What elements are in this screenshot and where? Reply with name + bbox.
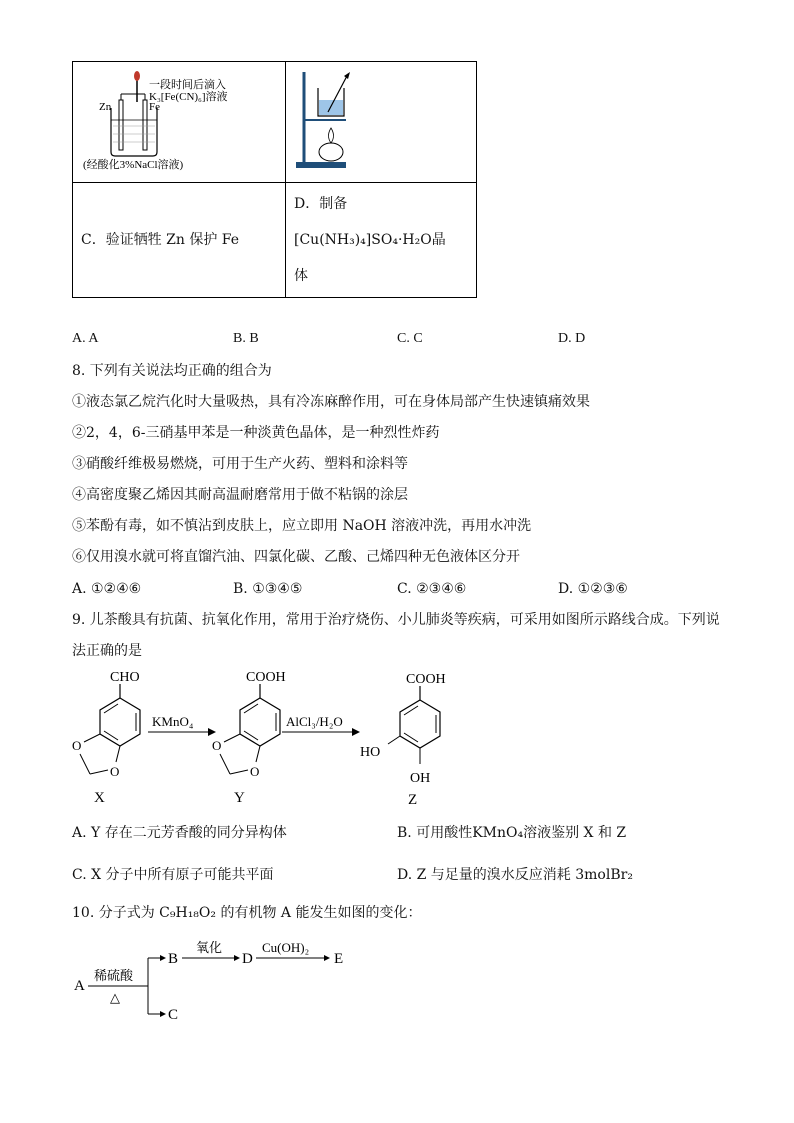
option-d-desc-1: D．制备: [294, 196, 348, 212]
z-cooh-label: COOH: [406, 672, 446, 687]
q7-option-a: A. A: [72, 331, 99, 346]
q8-option-c: C. ②③④⑥: [397, 581, 467, 597]
reagent-dilute-h2so4: 稀硫酸: [94, 968, 134, 983]
y-cooh-label: COOH: [246, 670, 286, 685]
reagent-1: KMnO₄: [152, 714, 194, 729]
q8-option-a: A. ①②④⑥: [72, 581, 142, 597]
z-oh-label: OH: [410, 771, 431, 786]
q8-item-6: ⑥仅用溴水就可将直馏汽油、四氯化碳、乙酸、己烯四种无色液体区分开: [72, 549, 520, 565]
fe-label: Fe: [149, 101, 160, 113]
cuoh2-label: Cu(OH)₂: [262, 940, 310, 955]
scheme-c: C: [168, 1007, 179, 1023]
experiment-table: [72, 61, 477, 298]
evaporation-apparatus-diagram: [286, 62, 476, 178]
q8-item-1: ①液态氯乙烷汽化时大量吸热，具有冷冻麻醉作用，可在身体局部产生快速镇痛效果: [72, 394, 590, 410]
arrow-to-d: [234, 955, 240, 961]
label-z: Z: [408, 792, 418, 808]
galvanic-cell-diagram: [73, 62, 285, 178]
option-d-desc-3: 体: [294, 268, 308, 284]
scheme-a: A: [74, 978, 85, 994]
label-y: Y: [234, 790, 245, 806]
zn-label: Zn: [99, 101, 112, 113]
q7-option-c: C. C: [397, 331, 423, 346]
solution-label: (经酸化3%NaCl溶液): [83, 159, 184, 171]
q7-option-b: B. B: [233, 331, 259, 346]
reagent-2: AlCl₃/H₂O: [286, 714, 343, 729]
cell-c-label: [73, 183, 286, 298]
q10-reaction-scheme: [70, 934, 370, 1030]
x-cho-label: CHO: [110, 670, 140, 685]
scheme-d: D: [242, 951, 253, 967]
dropper-bulb-icon: [134, 71, 140, 81]
x-o2-label: O: [110, 764, 120, 779]
option-c-desc: C．验证牺牲 Zn 保护 Fe: [81, 232, 240, 248]
q7-option-d: D. D: [558, 331, 586, 346]
y-o1-label: O: [212, 738, 222, 753]
q8-stem: 8. 下列有关说法均正确的组合为: [72, 363, 272, 379]
heat-symbol: △: [110, 990, 120, 1005]
reaction-arrow-2: [352, 728, 360, 736]
molecule-y: [212, 670, 286, 806]
x-o1-label: O: [72, 738, 82, 753]
reaction-arrow-1: [208, 728, 216, 736]
dropper-note-1: 一段时间后滴入: [149, 79, 226, 91]
arrow-to-e: [324, 955, 330, 961]
q8-item-4: ④高密度聚乙烯因其耐高温耐磨常用于做不粘锅的涂层: [72, 487, 408, 503]
q9-stem-line1: 9. 儿茶酸具有抗菌、抗氧化作用，常用于治疗烧伤、小儿肺炎等疾病，可采用如图所示路线合成。下列说: [72, 612, 720, 628]
q8-item-5: ⑤苯酚有毒，如不慎沾到皮肤上，应立即用 NaOH 溶液冲洗，再用水冲洗: [72, 518, 532, 534]
q8-option-d: D. ①②③⑥: [558, 581, 628, 597]
q9-option-b: B. 可用酸性KMnO₄溶液鉴别 X 和 Z: [397, 825, 627, 841]
q8-option-b: B. ①③④⑤: [233, 581, 303, 597]
y-o2-label: O: [250, 764, 260, 779]
oxidation-label: 氧化: [196, 940, 223, 955]
catechin-acid-synthesis-scheme: [60, 664, 480, 810]
arrow-to-b: [160, 955, 166, 961]
cell-c-figure: [73, 62, 286, 183]
z-ho-label: HO: [360, 745, 381, 760]
stand-base-icon: [296, 162, 346, 168]
scheme-e: E: [334, 951, 344, 967]
q9-stem-line2: 法正确的是: [72, 643, 142, 659]
dropper-note-2: K₃[Fe(CN)₆]溶液: [149, 91, 228, 103]
q8-item-3: ③硝酸纤维极易燃烧，可用于生产火药、塑料和涂料等: [72, 456, 408, 472]
molecule-z: [360, 672, 446, 808]
q9-option-c: C. X 分子中所有原子可能共平面: [72, 867, 274, 883]
label-x: X: [94, 790, 105, 806]
q9-option-d: D. Z 与足量的溴水反应消耗 3molBr₂: [397, 867, 633, 883]
molecule-x: [72, 670, 140, 806]
q10-stem: 10. 分子式为 C₉H₁₈O₂ 的有机物 A 能发生如图的变化：: [72, 905, 422, 921]
q8-item-2: ②2，4，6-三硝基甲苯是一种淡黄色晶体，是一种烈性炸药: [72, 425, 440, 441]
scheme-b: B: [168, 951, 179, 967]
cell-d-label: [286, 183, 477, 298]
cell-d-figure: [286, 62, 477, 183]
option-d-desc-2: [Cu(NH₃)₄]SO₄·H₂O晶: [294, 232, 446, 248]
arrow-to-c: [160, 1011, 166, 1017]
q9-option-a: A. Y 存在二元芳香酸的同分异构体: [72, 825, 287, 841]
